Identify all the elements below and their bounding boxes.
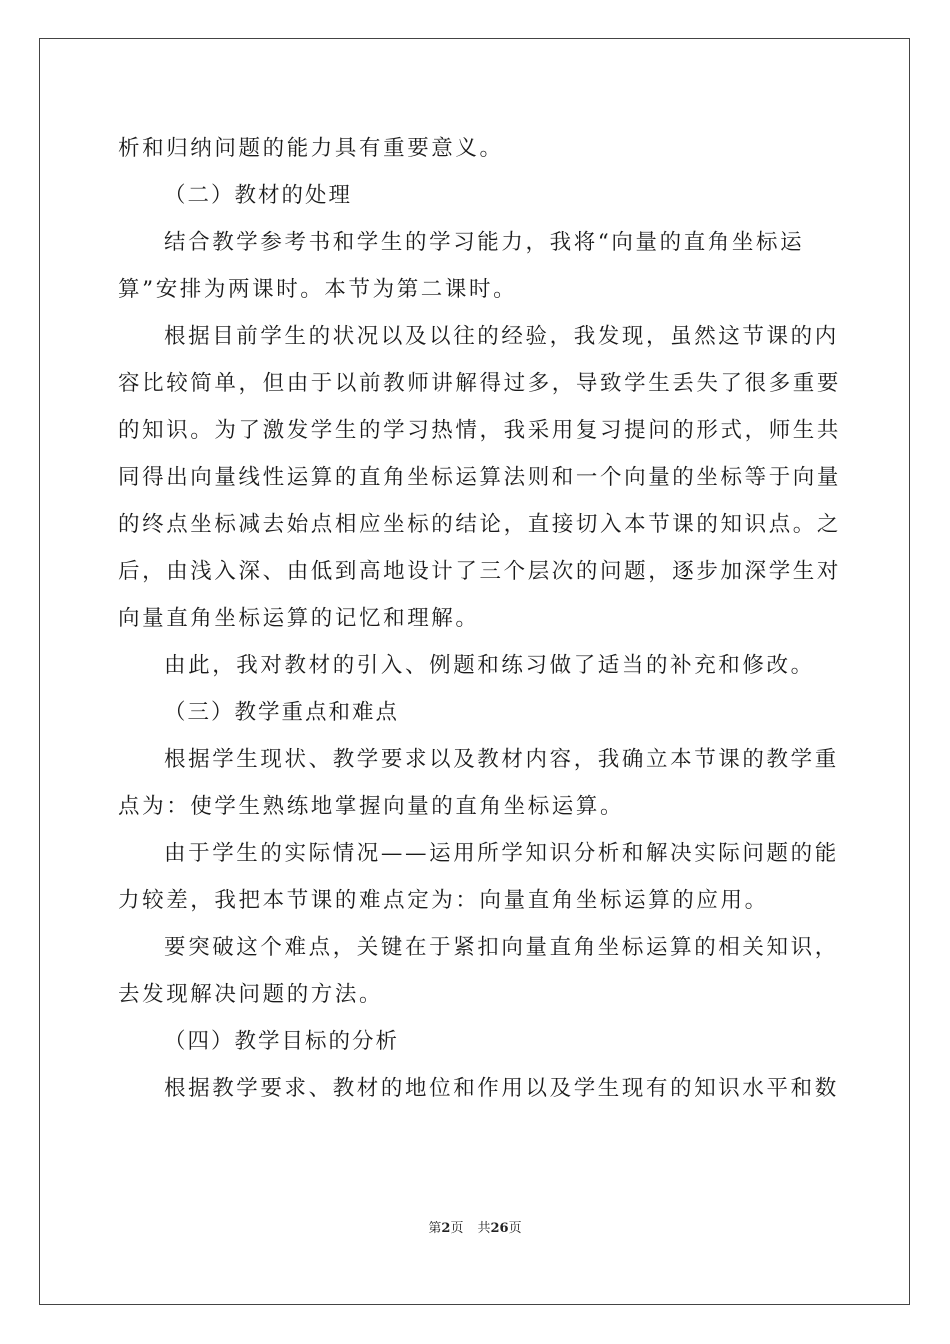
footer-prefix: 第 [428,1221,442,1236]
text-line: 的终点坐标减去始点相应坐标的结论，直接切入本节课的知识点。之 [118,512,842,537]
text-line: 的知识。为了激发学生的学习热情，我采用复习提问的形式，师生共 [118,418,842,443]
page-footer [0,1217,950,1236]
paragraph-start: 根据学生现状、教学要求以及教材内容，我确立本节课的教学重 [164,747,839,772]
text-line: 点为：使学生熟练地掌握向量的直角坐标运算。 [118,794,625,819]
footer-total-suffix: 页 [508,1221,522,1236]
footer-total-prefix: 共 [477,1221,491,1236]
text-line: 析和归纳问题的能力具有重要意义。 [118,136,504,161]
text-line: 算”安排为两课时。本节为第二课时。 [118,277,518,302]
text-line: 力较差，我把本节课的难点定为：向量直角坐标运算的应用。 [118,888,769,913]
paragraph-start: 根据教学要求、教材的地位和作用以及学生现有的知识水平和数 [164,1076,839,1101]
section-heading: （四）教学目标的分析 [164,1029,400,1054]
section-heading: （三）教学重点和难点 [164,700,400,725]
paragraph-start: 由于学生的实际情况——运用所学知识分析和解决实际问题的能 [164,841,839,866]
paragraph-start: 结合教学参考书和学生的学习能力，我将“向量的直角坐标运 [164,230,805,255]
paragraph-start: 根据目前学生的状况以及以往的经验，我发现，虽然这节课的内 [164,324,839,349]
text-line: 同得出向量线性运算的直角坐标运算法则和一个向量的坐标等于向量 [118,465,842,490]
current-page-number: 2 [441,1221,451,1236]
text-line: 后，由浅入深、由低到高地设计了三个层次的问题，逐步加深学生对 [118,559,842,584]
total-page-number: 26 [490,1221,509,1236]
text-line: 容比较简单，但由于以前教师讲解得过多，导致学生丢失了很多重要 [118,371,842,396]
text-line: 去发现解决问题的方法。 [118,982,384,1007]
section-heading: （二）教材的处理 [164,183,353,208]
document-body [118,125,842,1112]
paragraph-start: 由此，我对教材的引入、例题和练习做了适当的补充和修改。 [164,653,815,678]
footer-page-suffix: 页 [450,1221,464,1236]
text-line: 向量直角坐标运算的记忆和理解。 [118,606,480,631]
paragraph-start: 要突破这个难点，关键在于紧扣向量直角坐标运算的相关知识， [164,935,839,960]
